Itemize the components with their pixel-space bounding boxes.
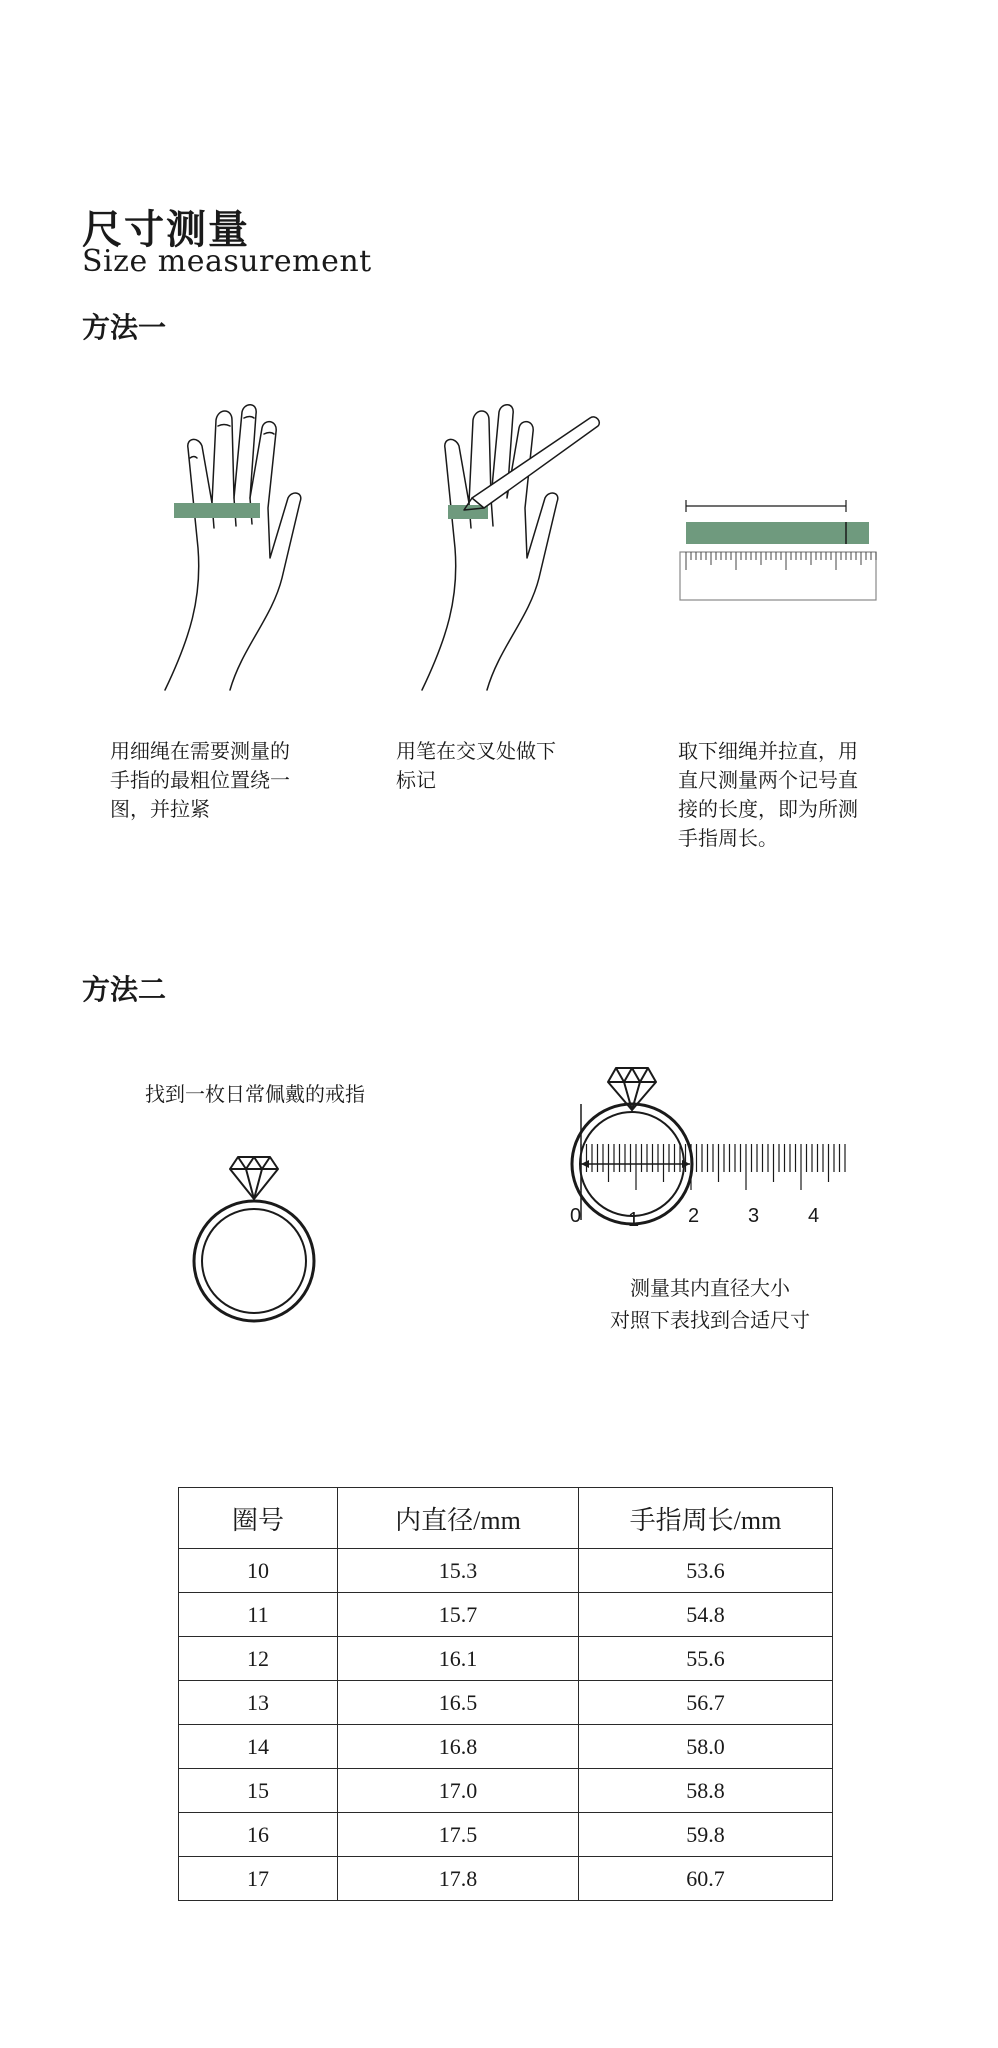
cell-diameter: 16.5	[338, 1681, 579, 1725]
table-row	[179, 1637, 833, 1681]
cell-circumference: 59.8	[579, 1813, 833, 1857]
ruler-label-4: 4	[808, 1205, 820, 1227]
step-1-text: 用细绳在需要测量的 手指的最粗位置绕一 图，并拉紧	[110, 739, 290, 821]
table-row	[179, 1725, 833, 1769]
ruler	[680, 552, 876, 600]
table-row	[179, 1857, 833, 1901]
string-band	[174, 503, 260, 518]
cell-diameter: 17.8	[338, 1857, 579, 1901]
cell-size: 11	[179, 1593, 338, 1637]
cell-size: 14	[179, 1725, 338, 1769]
ring-illustration	[186, 1155, 322, 1325]
header-inner-diameter: 内直径/mm	[338, 1488, 579, 1549]
cell-circumference: 55.6	[579, 1637, 833, 1681]
size-table	[178, 1487, 833, 1901]
ruler-string-illustration	[678, 492, 878, 612]
step-2-text: 用笔在交叉处做下 标记	[396, 739, 556, 792]
hand-pen-illustration	[412, 398, 622, 698]
cell-size: 12	[179, 1637, 338, 1681]
cell-size: 16	[179, 1813, 338, 1857]
ruler-label-2: 2	[688, 1205, 700, 1227]
step-3-text: 取下细绳并拉直，用 直尺测量两个记号直 接的长度，即为所测 手指周长。	[678, 739, 858, 850]
method2-caption-left: 找到一枚日常佩戴的戒指	[145, 1082, 365, 1106]
header-ring-size: 圈号	[179, 1488, 338, 1549]
method2-heading: 方法二	[82, 973, 167, 1006]
ruler-label-1: 1	[628, 1209, 640, 1231]
table-row	[179, 1593, 833, 1637]
table-row	[179, 1681, 833, 1725]
page-title: 尺寸测量	[82, 206, 250, 253]
hand-string-illustration	[150, 398, 330, 698]
cell-size: 15	[179, 1769, 338, 1813]
cell-size: 17	[179, 1857, 338, 1901]
cell-circumference: 58.8	[579, 1769, 833, 1813]
ruler-label-0: 0	[570, 1205, 582, 1227]
table-header-row	[179, 1488, 833, 1549]
table-row	[179, 1769, 833, 1813]
cell-diameter: 17.5	[338, 1813, 579, 1857]
cell-circumference: 56.7	[579, 1681, 833, 1725]
method2-caption-right: 测量其内直径大小 对照下表找到合适尺寸	[610, 1276, 810, 1332]
ring-ruler-illustration	[562, 1060, 862, 1260]
cell-diameter: 15.7	[338, 1593, 579, 1637]
cell-size: 13	[179, 1681, 338, 1725]
cell-circumference: 54.8	[579, 1593, 833, 1637]
cell-diameter: 17.0	[338, 1769, 579, 1813]
ruler-label-3: 3	[748, 1205, 760, 1227]
cell-circumference: 58.0	[579, 1725, 833, 1769]
table-row	[179, 1813, 833, 1857]
cell-circumference: 53.6	[579, 1549, 833, 1593]
cell-circumference: 60.7	[579, 1857, 833, 1901]
cell-size: 10	[179, 1549, 338, 1593]
header-finger-circumference: 手指周长/mm	[579, 1488, 833, 1549]
method1-heading: 方法一	[82, 311, 167, 344]
cell-diameter: 16.8	[338, 1725, 579, 1769]
page-subtitle: Size measurement	[82, 244, 372, 279]
cell-diameter: 16.1	[338, 1637, 579, 1681]
table-row	[179, 1549, 833, 1593]
cell-diameter: 15.3	[338, 1549, 579, 1593]
